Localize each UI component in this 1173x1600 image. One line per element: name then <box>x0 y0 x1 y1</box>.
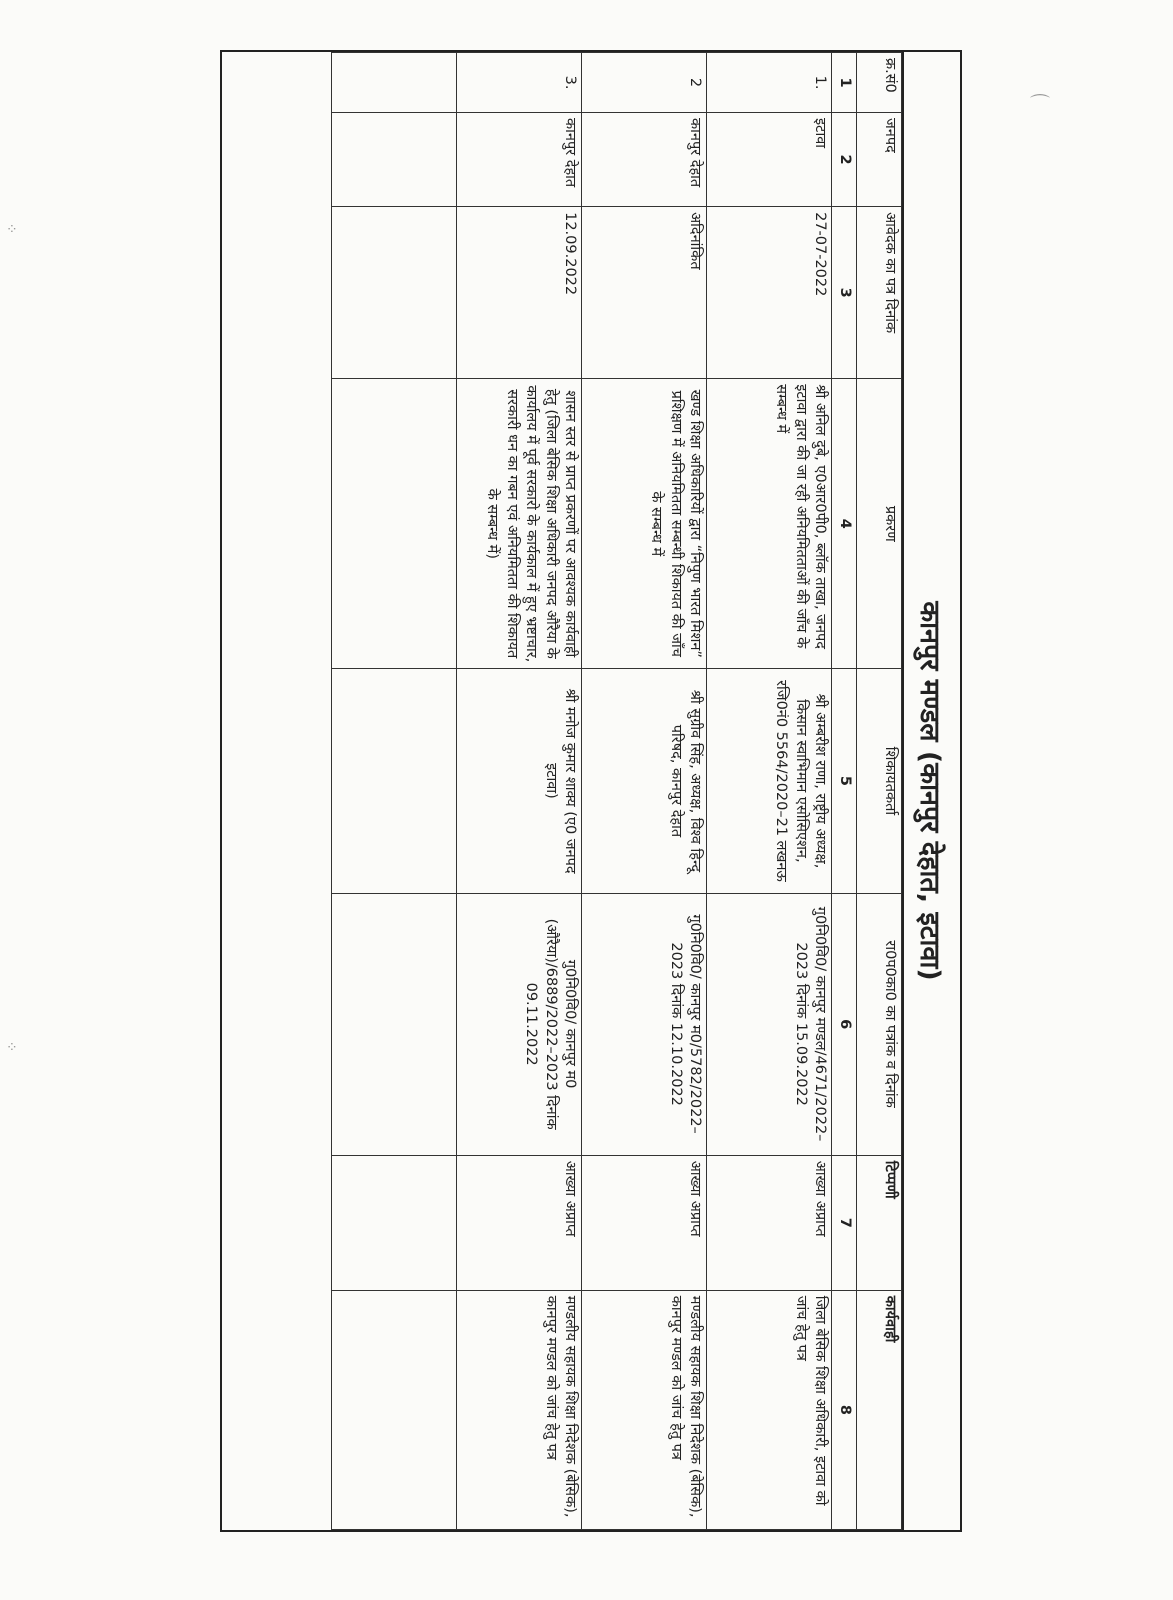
cell-complainant: श्री अम्बरीश राणा, राष्ट्रीय अध्यक्ष, किसान स्वाभिमान एसोसिएशन, रजि0नं0 5564/2020–21 लखनऊ <box>707 669 832 893</box>
scan-speck: ⁘ <box>6 222 18 238</box>
cell-letter-date: 27-07-2022 <box>707 207 832 379</box>
header-action: कार्यवाही <box>857 1290 902 1529</box>
table-row <box>707 53 832 1530</box>
table-row <box>457 53 582 1530</box>
cell-subject: श्री अनिल दुबे, ए0आर0पी0, ब्लॉक ताखा, जनपद इटावा द्वारा की जा रही अनियमितताओं की जाँच के सम्बन्ध में <box>707 379 832 669</box>
header-complainant: शिकायतकर्ता <box>857 669 902 893</box>
cell-remark: आख्या अप्राप्त <box>582 1155 707 1290</box>
cell-letter-date: अदिनांकित <box>582 207 707 379</box>
cell-letter-date <box>332 207 457 379</box>
cell-serial <box>332 53 457 113</box>
cell-serial: 2 <box>582 53 707 113</box>
column-number: 3 <box>832 207 857 379</box>
cell-district: इटावा <box>707 113 832 207</box>
scan-speck: ⁘ <box>6 1040 18 1056</box>
cell-ref-letter: गु0नि0वि0/ कानपुर म0/5782/2022–2023 दिनांक 12.10.2022 <box>582 893 707 1155</box>
cell-ref-letter: गु0नि0वि0/ कानपुर मण्डल/4671/2022–2023 दिनांक 15.09.2022 <box>707 893 832 1155</box>
header-letter-date: आवेदक का पत्र दिनांक <box>857 207 902 379</box>
column-number: 7 <box>832 1155 857 1290</box>
cell-serial: 3. <box>457 53 582 113</box>
cell-subject <box>332 379 457 669</box>
column-number: 4 <box>832 379 857 669</box>
header-serial: क्र.सं0 <box>857 53 902 113</box>
cell-district <box>332 113 457 207</box>
column-number: 1 <box>832 53 857 113</box>
table-row <box>582 53 707 1530</box>
cell-ref-letter <box>332 893 457 1155</box>
cell-district: कानपुर देहात <box>457 113 582 207</box>
column-number: 2 <box>832 113 857 207</box>
header-district: जनपद <box>857 113 902 207</box>
cell-serial: 1. <box>707 53 832 113</box>
cell-action: जिला बेसिक शिक्षा अधिकारी, इटावा को जांच हेतु पत्र <box>707 1290 832 1529</box>
table-row <box>332 53 457 1530</box>
column-number-row <box>832 53 857 1530</box>
cell-remark: आख्या अप्राप्त <box>707 1155 832 1290</box>
cell-remark <box>332 1155 457 1290</box>
cell-action: मण्डलीय सहायक शिक्षा निदेशक (बेसिक), कानपुर मण्डल को जांच हेतु पत्र <box>457 1290 582 1529</box>
column-number: 8 <box>832 1290 857 1529</box>
column-number: 5 <box>832 669 857 893</box>
document-frame <box>220 50 962 1532</box>
cell-complainant <box>332 669 457 893</box>
header-remark: टिप्पणी <box>857 1155 902 1290</box>
cell-action: मण्डलीय सहायक शिक्षा निदेशक (बेसिक), कानपुर मण्डल को जांच हेतु पत्र <box>582 1290 707 1529</box>
document-title: कानपुर मण्डल (कानपुर देहात, इटावा) <box>902 52 960 1530</box>
rotated-document <box>222 50 962 1530</box>
cell-district: कानपुर देहात <box>582 113 707 207</box>
cell-ref-letter: गु0नि0वि0/ कानपुर म0 (औरैया)/6889/2022–2023 दिनांक 09.11.2022 <box>457 893 582 1155</box>
cell-complainant: श्री मनोज कुमार शाक्य (ए0 जनपद इटावा) <box>457 669 582 893</box>
cell-letter-date: 12.09.2022 <box>457 207 582 379</box>
cell-remark: आख्या अप्राप्त <box>457 1155 582 1290</box>
header-subject: प्रकरण <box>857 379 902 669</box>
cell-action <box>332 1290 457 1529</box>
scan-speck: ⌒ <box>1030 92 1050 116</box>
column-number: 6 <box>832 893 857 1155</box>
complaints-table <box>331 52 902 1530</box>
cell-subject: खण्ड शिक्षा अधिकारियों द्वारा “निपुण भारत मिशन” प्रशिक्षण में अनियमितता सम्बन्धी शिकायत की जाँच के सम्बन्ध में <box>582 379 707 669</box>
header-ref-letter: रा0प0का0 का पत्रांक व दिनांक <box>857 893 902 1155</box>
cell-complainant: श्री सुग्रीव सिंह, अध्यक्ष, विश्व हिन्दू परिषद, कानपुर देहात <box>582 669 707 893</box>
header-row <box>857 53 902 1530</box>
cell-subject: शासन स्तर से प्राप्त प्रकरणों पर आवश्यक कार्यवाही हेतु (जिला बेसिक शिक्षा अधिकारी जनपद औरैया के कार्यालय में पूर्व सरकारो के कार्यकाल में हुए भ्रष्टाचार, सरकारी धन का गबन एवं अनियमितता की शिकायत के सम्बन्ध में) <box>457 379 582 669</box>
